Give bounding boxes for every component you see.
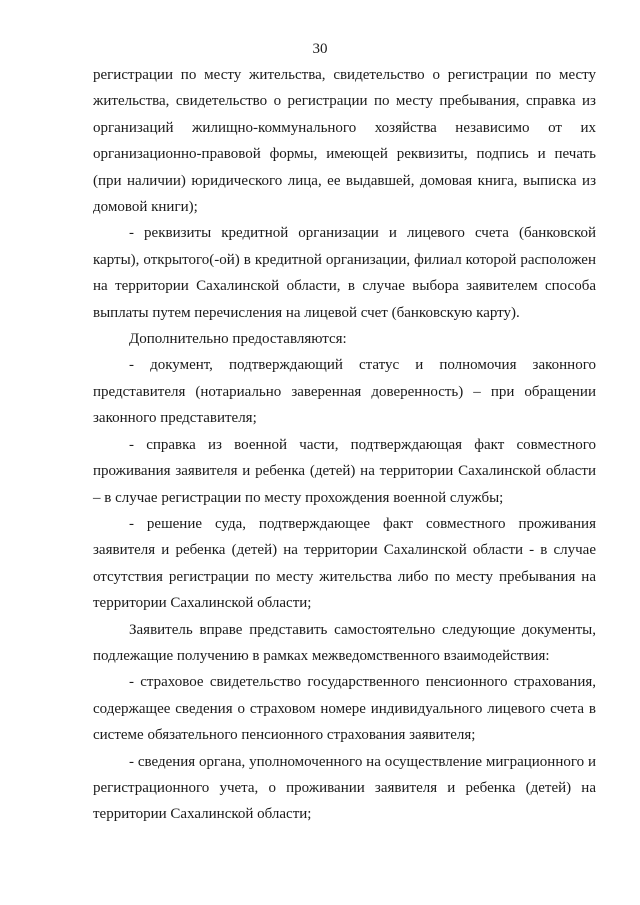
paragraph-pension-certificate: - страховое свидетельство государственного пенсионного страхования, содержащее сведения о страховом номере индивидуального лицевого счета в системе обязательного пенсионного страхования заявителя;	[93, 674, 596, 744]
page-number: 30	[312, 41, 328, 57]
paragraph-representative-doc: - документ, подтверждающий статус и полномочия законного представителя (нотариально заверенная доверенность) – при обращении законного представителя;	[93, 357, 596, 427]
paragraph-additional-heading: Дополнительно предоставляются:	[129, 331, 347, 348]
paragraph-applicant-right: Заявитель вправе представить самостоятельно следующие документы, подлежащие получению в рамках межведомственного взаимодействия:	[93, 621, 596, 664]
paragraph-bank-details: - реквизиты кредитной организации и лицевого счета (банковской карты), открытого(-ой) в кредитной организации, филиал которой расположен на территории Сахалинской области, в случае выбора заявителем способа выплаты путем перечисления на лицевой счет (банковскую карту).	[93, 225, 596, 321]
document-body	[93, 62, 596, 828]
paragraph-military-certificate: - справка из военной части, подтверждающая факт совместного проживания заявителя и ребенка (детей) на территории Сахалинской области – в случае регистрации по месту прохождения военной службы;	[93, 436, 596, 506]
paragraph-registration-docs: регистрации по месту жительства, свидетельство о регистрации по месту жительства, свидетельство о регистрации по месту пребывания, справка из организаций жилищно-коммунального хозяйства независимо от их организационно-правовой формы, имеющей реквизиты, подпись и печать (при наличии) юридического лица, ее выдавшей, домовая книга, выписка из домовой книги);	[93, 67, 596, 216]
paragraph-migration-info: - сведения органа, уполномоченного на осуществление миграционного и регистрационного учета, о проживании заявителя и ребенка (детей) на территории Сахалинской области;	[93, 753, 596, 823]
paragraph-court-decision: - решение суда, подтверждающее факт совместного проживания заявителя и ребенка (детей) на территории Сахалинской области - в случае отсутствия регистрации по месту жительства либо по месту пребывания на территории Сахалинской области;	[93, 515, 596, 612]
